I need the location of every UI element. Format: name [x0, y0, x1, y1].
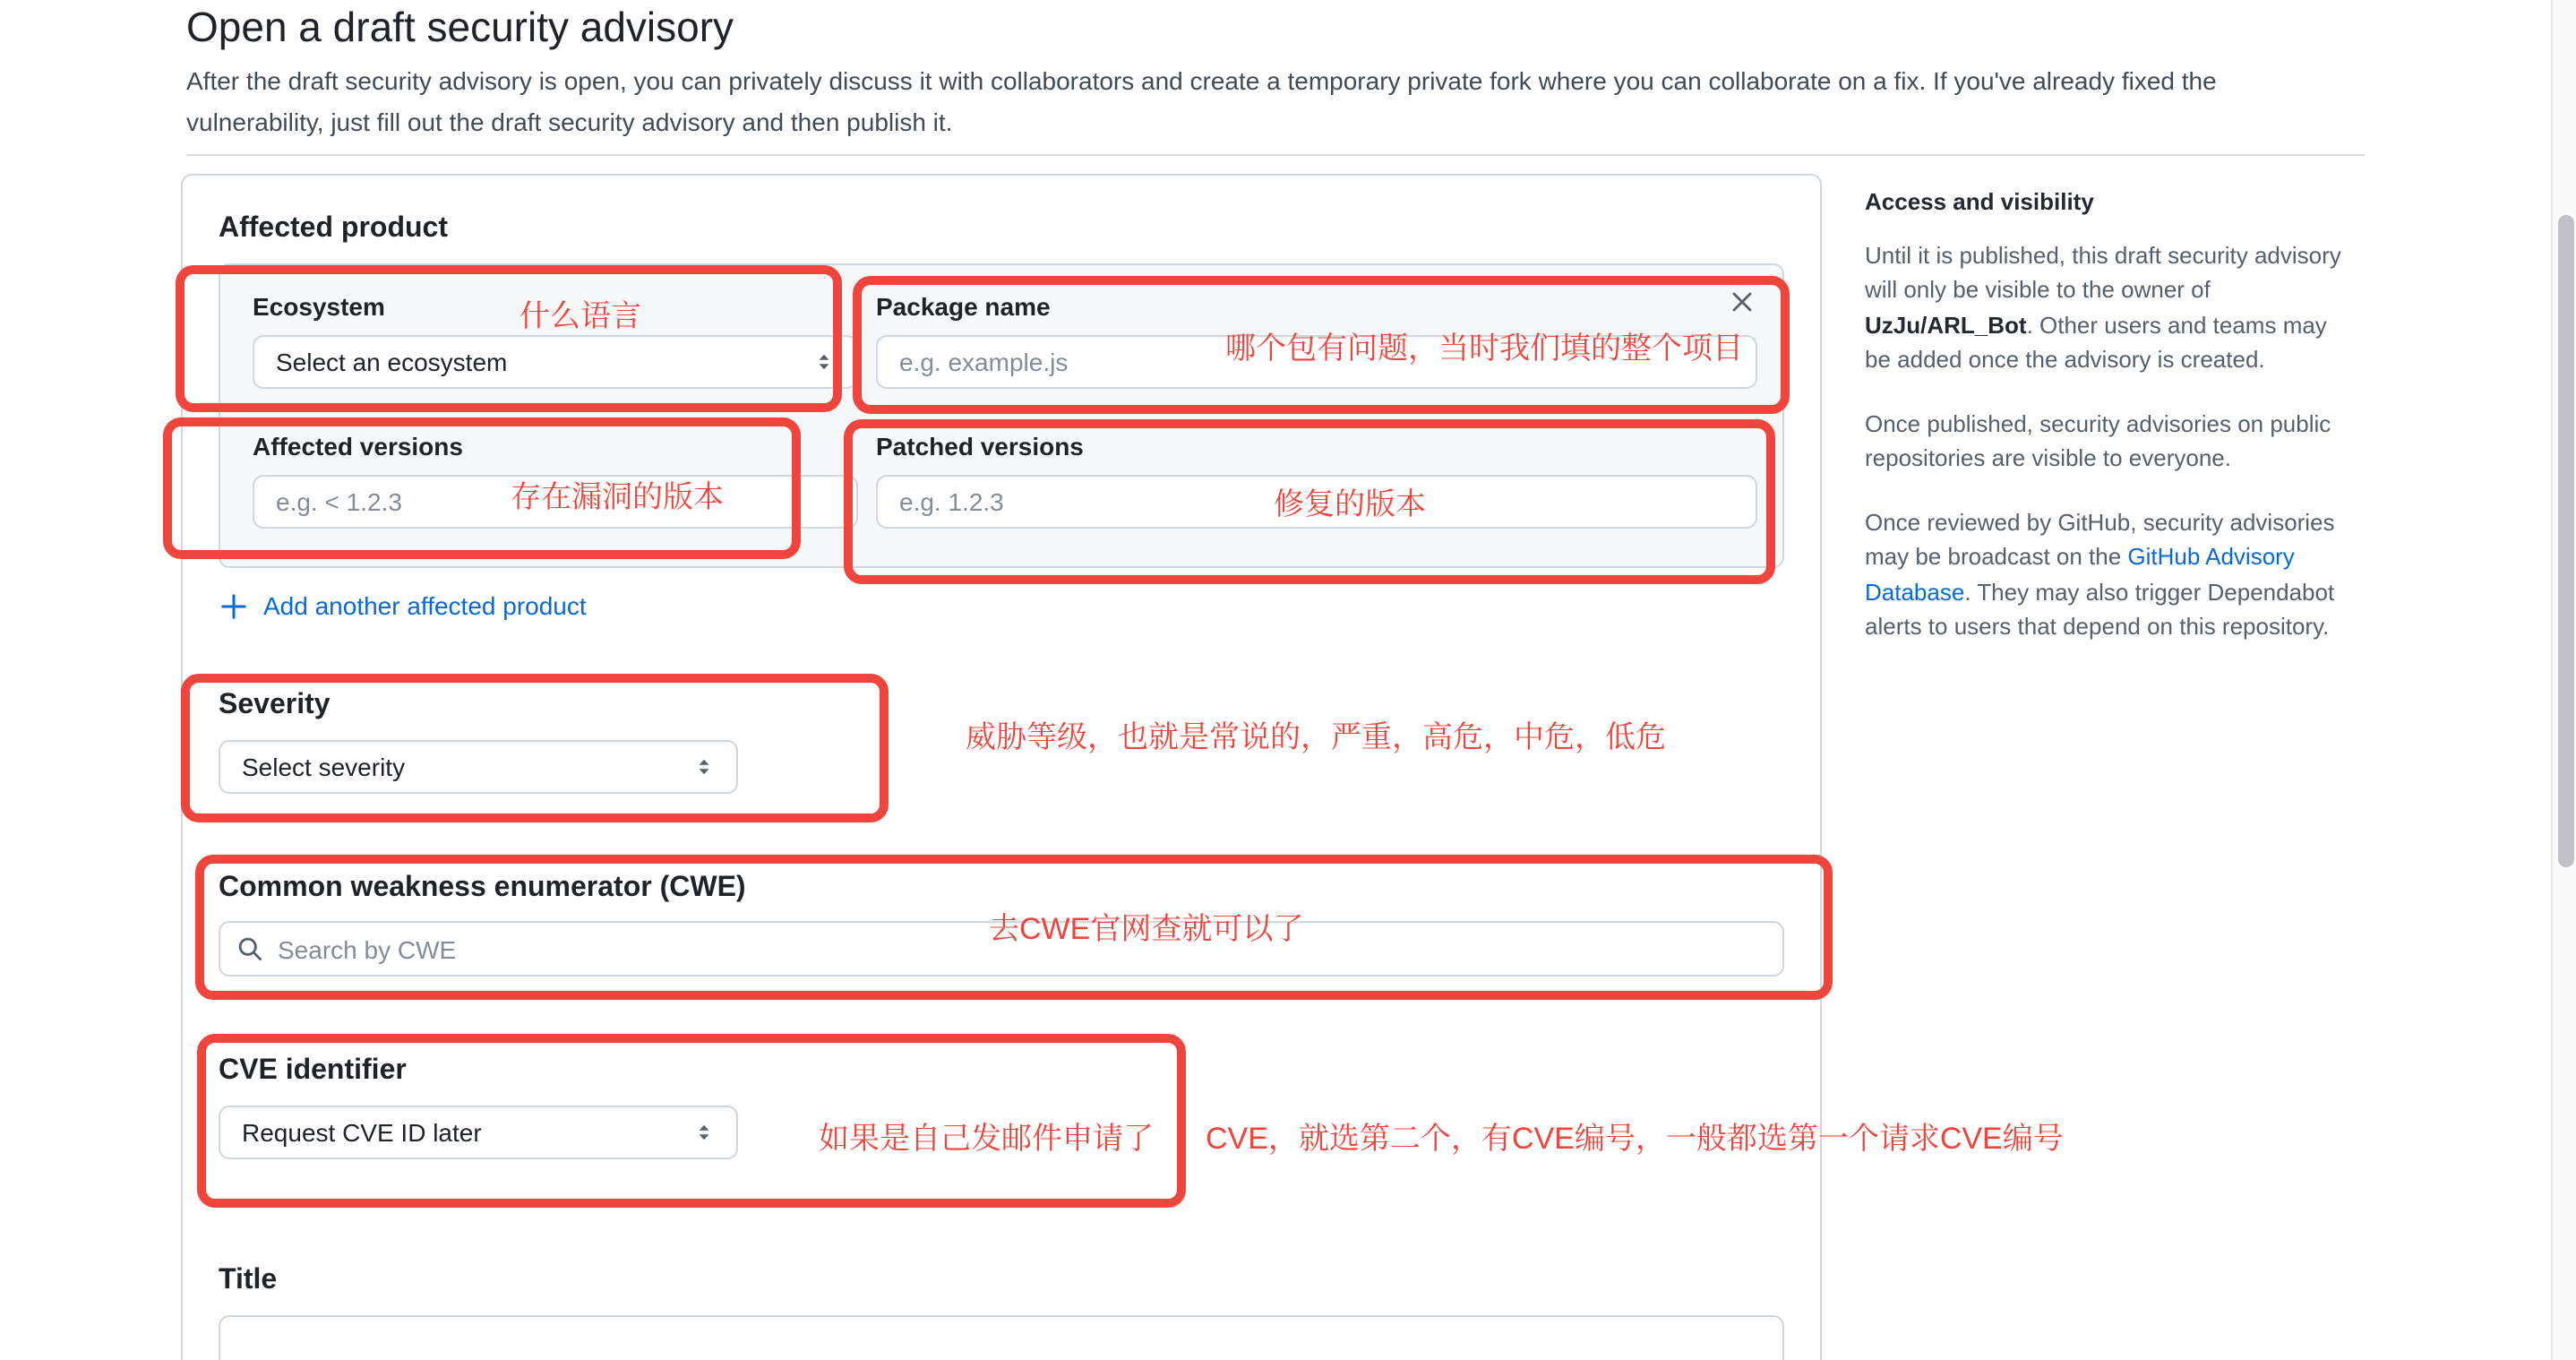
cwe-label: Common weakness enumerator (CWE): [219, 873, 746, 903]
scrollbar-thumb[interactable]: [2557, 215, 2573, 867]
cve-identifier-label: CVE identifier: [219, 1055, 407, 1086]
severity-label: Severity: [219, 690, 331, 720]
severity-select[interactable]: [219, 740, 738, 794]
page-description: After the draft security advisory is open, you can privately discuss it with collaborators and create a temporary private fork where you can collaborate on a fix. If you've already fixed the vulnerability, just fill out the draft security advisory and then publish it.: [186, 66, 2217, 136]
add-affected-product-link[interactable]: [220, 591, 587, 620]
sidebar-paragraph-2: Once published, security advisories on public repositories are visible to everyone.: [1865, 409, 2331, 471]
unfold-icon: [693, 1120, 715, 1145]
title-label: Title: [219, 1265, 278, 1295]
title-input[interactable]: [219, 1315, 1784, 1360]
annotation-text-cve-inside: 如果是自己发邮件申请了: [819, 1122, 1154, 1156]
cve-identifier-select-value: Request CVE ID later: [242, 1118, 482, 1147]
advisory-form-card: [181, 174, 1822, 1360]
repo-name: UzJu/ARL_Bot: [1865, 311, 2027, 338]
add-affected-product-label: Add another affected product: [263, 591, 587, 620]
page-title: Open a draft security advisory: [186, 4, 734, 50]
annotation-text-ecosystem: 什么语言: [519, 299, 641, 333]
ecosystem-select-value: Select an ecosystem: [276, 348, 508, 376]
annotation-text-cwe: 去CWE官网查就可以了: [989, 912, 1304, 946]
affected-product-group: [219, 263, 1784, 568]
annotation-text-package: 哪个包有问题，当时我们填的整个项目: [1225, 331, 1743, 366]
patched-versions-input[interactable]: [876, 475, 1757, 529]
severity-select-value: Select severity: [242, 753, 406, 781]
unfold-icon: [813, 349, 835, 374]
github-advisory-database-link[interactable]: GitHub Advisory Database: [1865, 543, 2295, 605]
package-name-label: Package name: [876, 292, 1051, 321]
sidebar-paragraph-3: [1865, 504, 2345, 644]
ecosystem-select[interactable]: [253, 335, 858, 389]
patched-versions-label: Patched versions: [876, 432, 1084, 461]
affected-versions-input[interactable]: [253, 475, 858, 529]
affected-versions-label: Affected versions: [253, 432, 463, 461]
sidebar-p3-text-after: . They may also trigger Dependabot alerts to users that depend on this repository.: [1865, 578, 2335, 640]
sidebar-p1-text-after: . Other users and teams may be added once the advisory is created.: [1865, 311, 2327, 373]
scrollbar-track[interactable]: [2551, 0, 2576, 1360]
sidebar-heading: Access and visibility: [1865, 188, 2094, 215]
cwe-search-input[interactable]: [219, 921, 1784, 977]
ecosystem-label: Ecosystem: [253, 292, 385, 321]
cve-identifier-select[interactable]: [219, 1106, 738, 1159]
affected-product-heading: Affected product: [219, 213, 448, 244]
remove-affected-product-button[interactable]: [1729, 288, 1756, 315]
sidebar-p1-text: Until it is published, this draft security advisory will only be visible to the owner of: [1865, 241, 2341, 303]
unfold-icon: [693, 754, 715, 779]
access-visibility-sidebar: [1865, 185, 2345, 673]
cwe-search: [219, 921, 1784, 977]
annotation-text-severity: 威胁等级，也就是常说的，严重，高危，中危，低危: [966, 720, 1666, 754]
package-name-input[interactable]: [876, 335, 1757, 389]
annotation-text-affected-versions: 存在漏洞的版本: [511, 480, 724, 514]
annotation-text-cve-outside: CVE，就选第二个，有CVE编号，一般都选第一个请求CVE编号: [1206, 1122, 2064, 1156]
header-divider: [186, 154, 2365, 156]
sidebar-paragraph-1: [1865, 237, 2345, 377]
close-icon: [1729, 288, 1756, 315]
plus-icon: [220, 592, 247, 619]
sidebar-p3-text: Once reviewed by GitHub, security advisories may be broadcast on the: [1865, 508, 2335, 570]
annotation-text-patched-versions: 修复的版本: [1274, 487, 1426, 521]
